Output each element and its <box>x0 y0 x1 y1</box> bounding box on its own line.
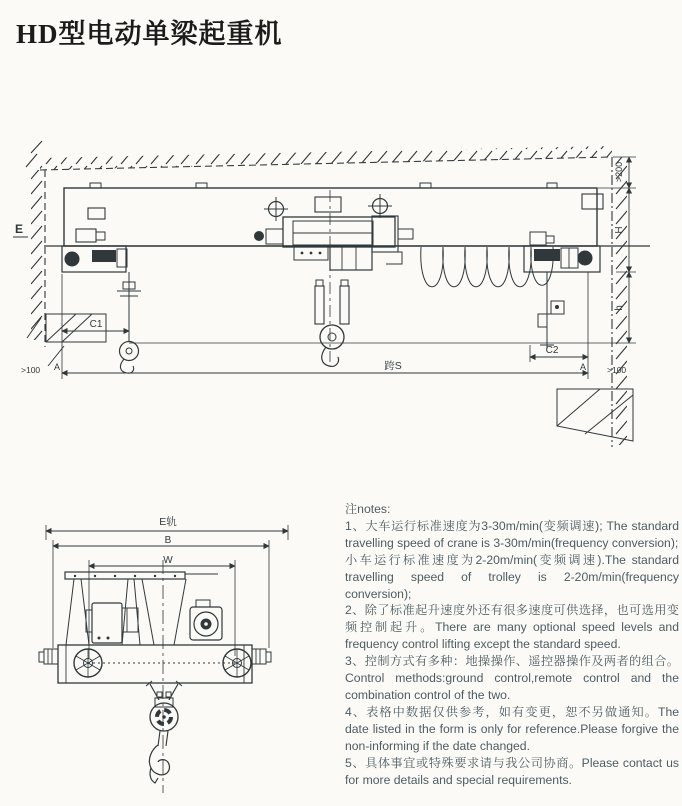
hook-assembly <box>146 681 182 783</box>
crosshair-icon <box>368 194 392 218</box>
dim-label-h-small: h <box>614 305 625 311</box>
dim-label-a-right: A <box>579 362 587 372</box>
dim-label-overall: E轨 <box>159 516 177 528</box>
dim-label-h: H <box>614 226 625 234</box>
hook-icon <box>120 342 139 374</box>
note-item: 2、除了标准起升速度外还有很多速度可供选择，也可选用变频控制起升。There are many optional speed levels and frequency control lifting except the standard speed. <box>345 603 679 652</box>
end-carriage-left <box>46 229 141 373</box>
dim-label-b: B <box>164 535 172 546</box>
end-beam <box>39 645 271 683</box>
note-item: 4、表格中数据仅供参考，如有变更，恕不另做通知。The date listed in the form is only for reference.Please forgive the non-informing if the date changed. <box>345 704 679 753</box>
dim-label-top-clearance: >200 <box>614 161 624 183</box>
dim-label-clearance-right: >100 <box>607 365 627 375</box>
building-wall-right <box>612 157 627 447</box>
notes-block <box>345 501 679 788</box>
wheel-icon <box>223 649 251 677</box>
note-item: 3、控制方式有多种：地操操作、遥控器操作及两者的组合。Control methods:ground control,remote control and the combination control of the two. <box>345 654 679 702</box>
dim-c2 <box>530 345 588 362</box>
note-item: 5、具体事宜或特殊要求请与我公司协商。Please contact us for more details and special requirements. <box>345 755 679 787</box>
page-title: HD型电动单梁起重机 <box>16 19 283 49</box>
festoon-cable <box>421 247 553 287</box>
note-item: 小车运行标准速度为2-20m/min(变频调速).The standard travelling speed of trolley is 2-20m/min(frequency conversion); <box>345 552 679 601</box>
girder <box>64 183 603 246</box>
ceiling-hatch <box>26 141 612 170</box>
dim-b <box>53 535 269 648</box>
dim-label-a-left: A <box>53 362 61 372</box>
dim-label-c1: C1 <box>89 319 103 330</box>
dim-label-clearance-left: >100 <box>21 365 41 375</box>
dim-label-span: 跨S <box>384 360 402 372</box>
wheel-icon <box>74 649 102 677</box>
dim-c1 <box>62 319 129 331</box>
hook-block <box>315 280 349 366</box>
dim-label-c2: C2 <box>545 345 559 356</box>
dim-label-w: W <box>163 555 173 566</box>
dim-hook-approach <box>13 222 28 237</box>
elevation-drawing <box>0 95 682 475</box>
notes-heading: 注notes: <box>345 502 391 516</box>
end-view-drawing <box>0 495 350 806</box>
dim-label-e: E <box>15 222 24 236</box>
note-item: 1、大车运行标准速度为3-30m/min(变频调速); The standard travelling speed of crane is 3-30m/min(frequency conversion); <box>345 518 679 550</box>
